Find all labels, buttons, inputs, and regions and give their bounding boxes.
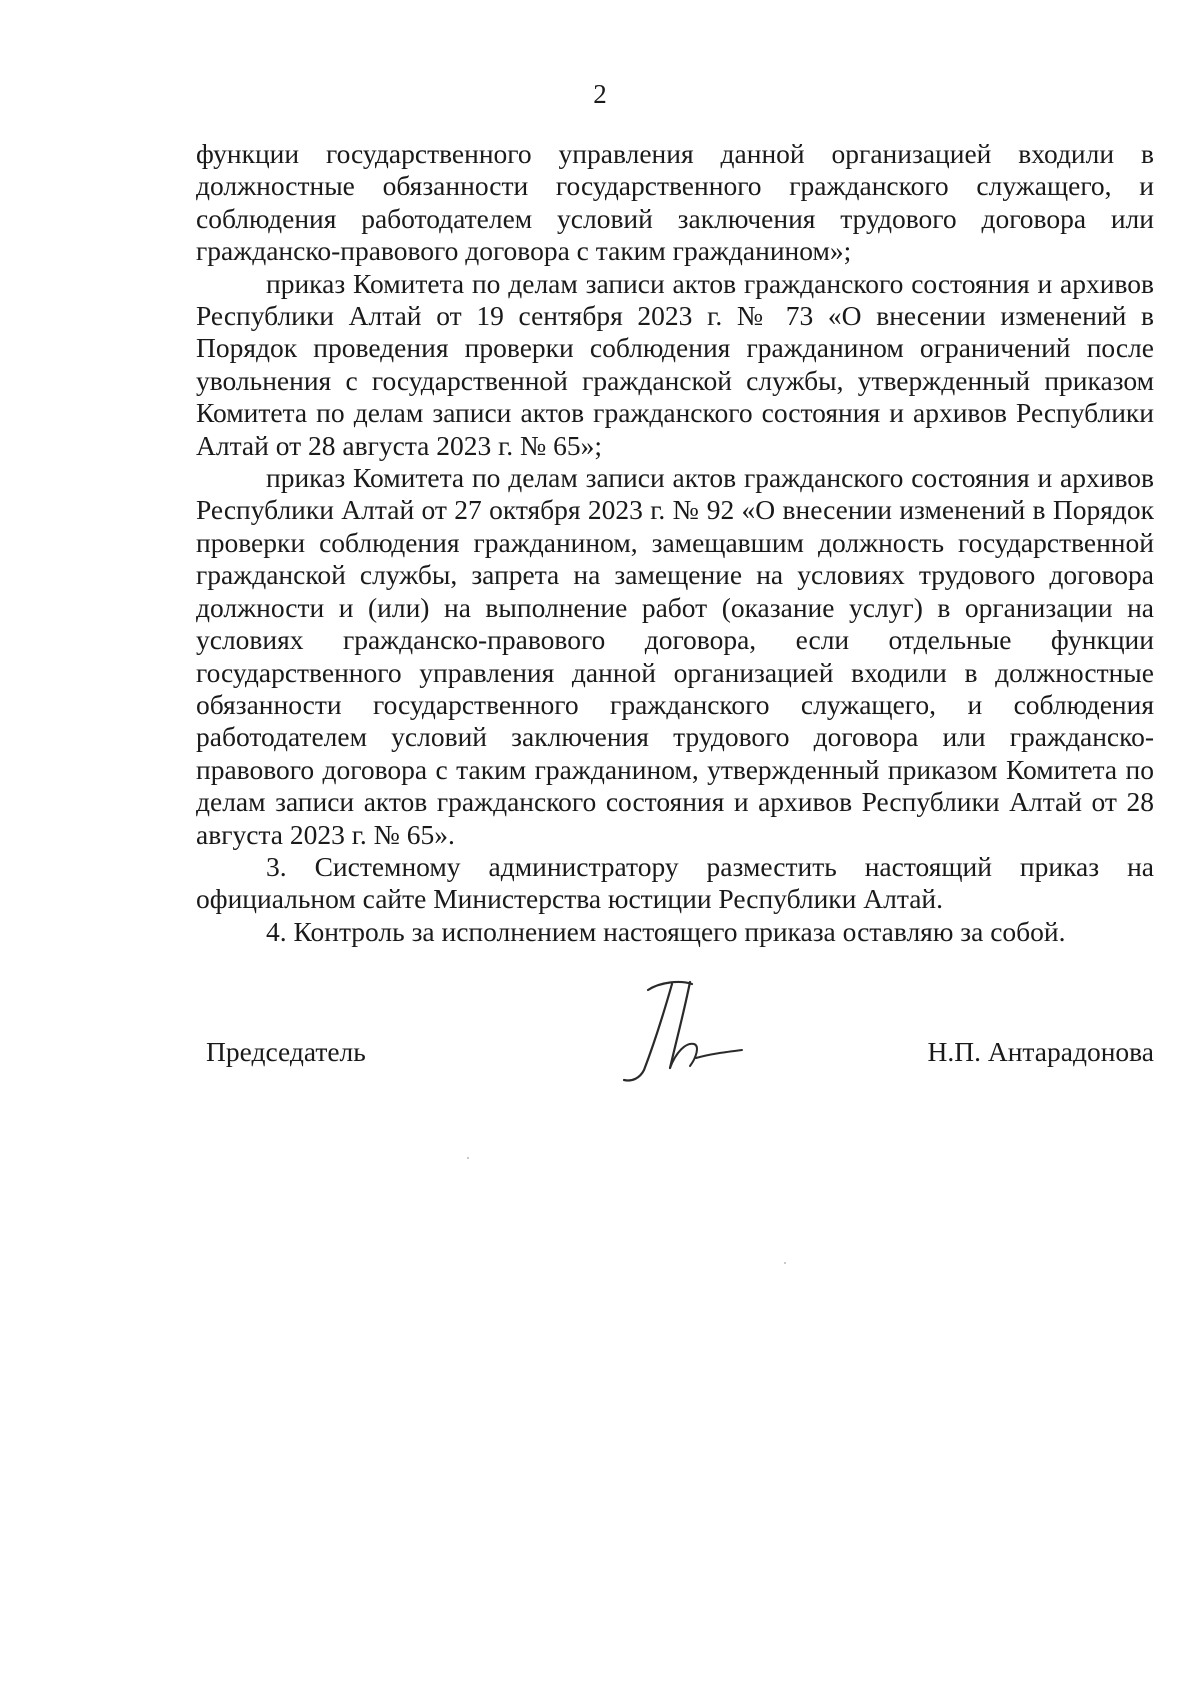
paragraph-item-4: 4. Контроль за исполнением настоящего приказа оставляю за собой.	[266, 915, 1066, 947]
scan-speck	[467, 1157, 469, 1159]
page-number: 2	[593, 79, 607, 109]
paragraph-continuation: функции государственного управления данной организацией входили в должностные обязанности государственного гражданского служащего, и соблюдения работодателем условий заключения трудового договора или гражданско-правового договора с таким гражданином»;	[196, 138, 1154, 267]
paragraph-order-73: приказ Комитета по делам записи актов гражданского состояния и архивов Республики Алтай от 19 сентября 2023 г. № 73 «О внесении изменений в Порядок проведения проверки соблюдения гражданином ограничений после увольнения с государственной гражданской службы, утвержденный приказом Комитета по делам записи актов гражданского состояния и архивов Республики Алтай от 28 августа 2023 г. № 65»;	[196, 267, 1154, 461]
signature-block	[0, 1032, 1200, 1092]
signer-name: Н.П. Антарадонова	[927, 1036, 1154, 1067]
handwritten-signature	[620, 972, 750, 1092]
scan-speck	[784, 1262, 786, 1264]
paragraph-item-3: 3. Системному администратору разместить настоящий приказ на официальном сайте Министерства юстиции Республики Алтай.	[196, 850, 1154, 915]
document-body	[196, 138, 1154, 948]
paragraph-order-92: приказ Комитета по делам записи актов гражданского состояния и архивов Республики Алтай от 27 октября 2023 г. № 92 «О внесении изменений в Порядок проверки соблюдения гражданином, замещавшим должность государственной гражданской службы, запрета на замещение на условиях трудового договора должности и (или) на выполнение работ (оказание услуг) в организации на условиях гражданско-правового договора, если отдельные функции государственного управления данной организацией входили в должностные обязанности государственного гражданского служащего, и соблюдения работодателем условий заключения трудового договора или гражданско-правового договора с таким гражданином, утвержденный приказом Комитета по делам записи актов гражданского состояния и архивов Республики Алтай от 28 августа 2023 г. № 65».	[196, 462, 1154, 850]
signer-position: Председатель	[206, 1036, 366, 1067]
